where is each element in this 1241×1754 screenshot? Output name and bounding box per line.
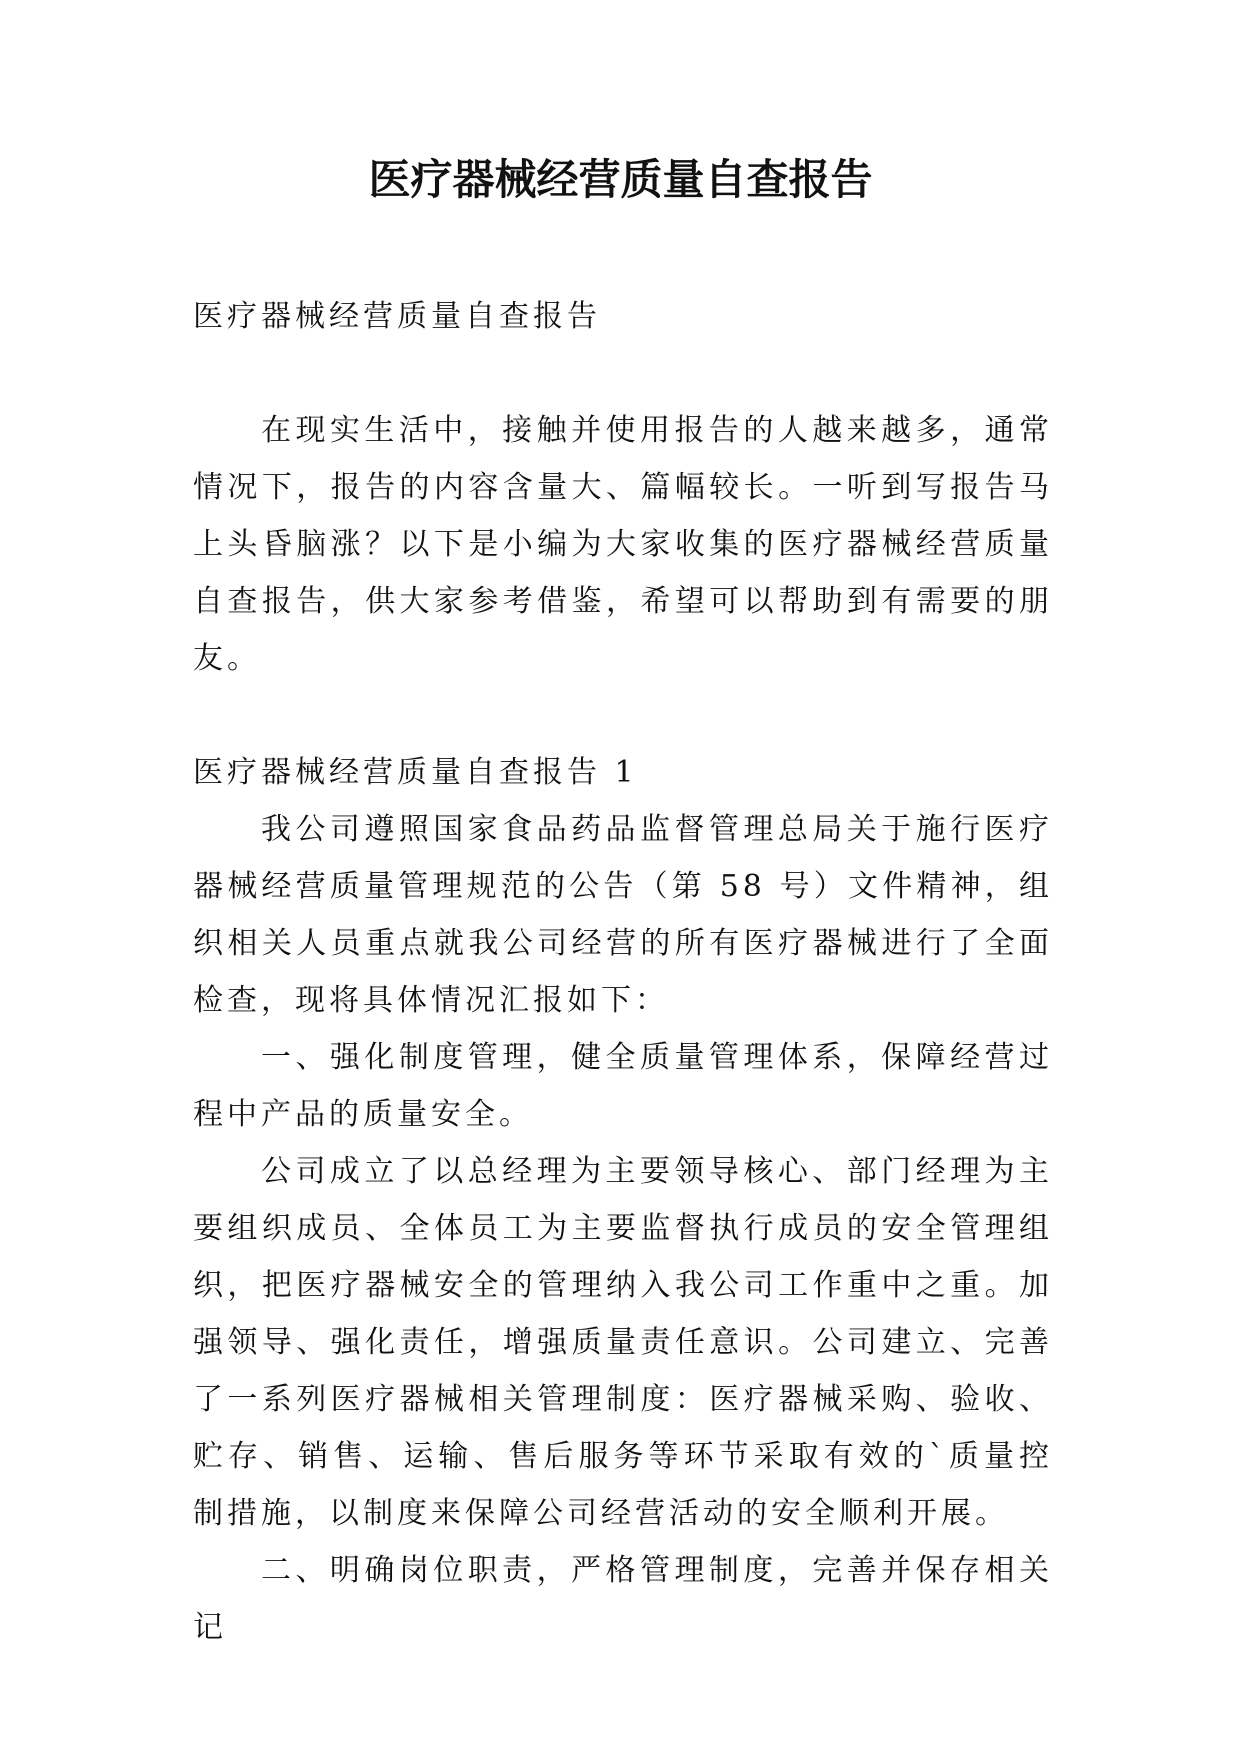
- body-paragraph: 二、明确岗位职责，严格管理制度，完善并保存相关记: [193, 1553, 1053, 1645]
- document-subtitle: 医疗器械经营质量自查报告: [193, 299, 601, 334]
- body-paragraph: 一、强化制度管理，健全质量管理体系，保障经营过程中产品的质量安全。: [193, 1040, 1053, 1132]
- spacer: [193, 345, 1053, 402]
- body-paragraph: 我公司遵照国家食品药品监督管理总局关于施行医疗器械经营质量管理规范的公告（第 58 号）文件精神，组织相关人员重点就我公司经营的所有医疗器械进行了全面检查，现将具体情况汇报如下：: [193, 812, 1053, 1018]
- spacer: [193, 687, 1053, 744]
- section-heading: 医疗器械经营质量自查报告 1: [193, 755, 638, 790]
- body-paragraph: 公司成立了以总经理为主要领导核心、部门经理为主要组织成员、全体员工为主要监督执行成员的安全管理组织，把医疗器械安全的管理纳入我公司工作重中之重。加强领导、强化责任，增强质量责任意识。公司建立、完善了一系列医疗器械相关管理制度：医疗器械采购、验收、贮存、销售、运输、售后服务等环节采取有效的`质量控制措施，以制度来保障公司经营活动的安全顺利开展。: [193, 1154, 1053, 1531]
- document-title: 医疗器械经营质量自查报告: [368, 155, 873, 204]
- document-body: [193, 288, 1053, 1656]
- intro-paragraph: 在现实生活中，接触并使用报告的人越来越多，通常情况下，报告的内容含量大、篇幅较长。一听到写报告马上头昏脑涨？以下是小编为大家收集的医疗器械经营质量自查报告，供大家参考借鉴，希望可以帮助到有需要的朋友。: [193, 413, 1053, 676]
